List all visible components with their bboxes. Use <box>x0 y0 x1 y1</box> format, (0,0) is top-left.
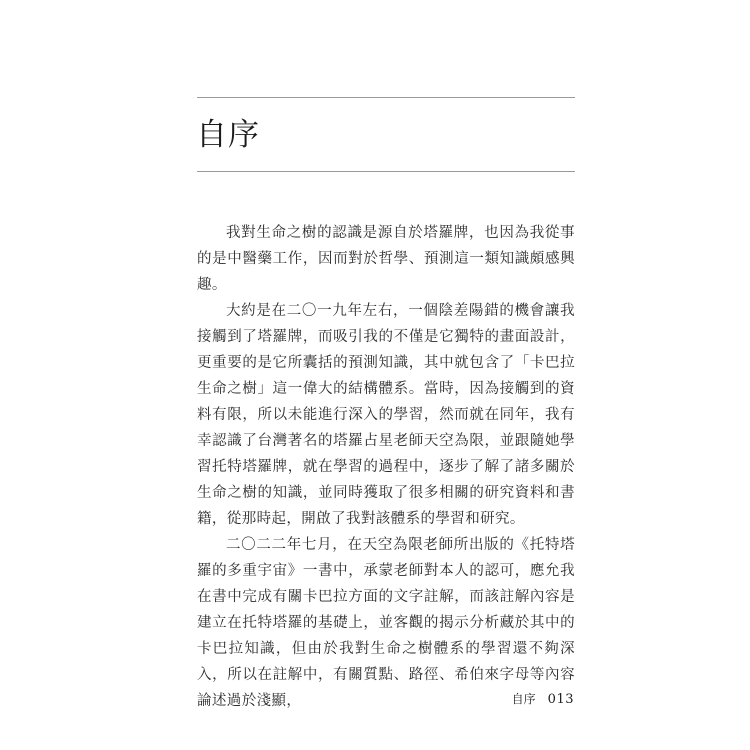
page-number: 013 <box>547 692 574 707</box>
paragraph-1: 我對生命之樹的認識是源自於塔羅牌，也因為我從事的是中醫藥工作，因而對於哲學、預測這一類知識頗感興趣。 <box>197 225 575 293</box>
paragraph-2: 大約是在二〇一九年左右，一個陰差陽錯的機會讓我接觸到了塔羅牌，而吸引我的不僅是它獨特的畫面設計，更重要的是它所囊括的預測知識，其中就包含了「卡巴拉生命之樹」這一偉大的結構體系。當時，因為接觸到的資料有限，所以未能進行深入的學習，然而就在同年，我有幸認識了台灣著名的塔羅占星老師天空為限，並跟隨她學習托特塔羅牌，就在學習的過程中，逐步了解了諸多關於生命之樹的知識，並同時獲取了很多相關的研究資料和書籍，從那時起，開啟了我對該體系的學習和研究。 <box>197 303 575 527</box>
page-footer <box>512 690 574 707</box>
bottom-divider <box>197 171 575 172</box>
chapter-title: 自序 <box>196 117 260 153</box>
running-head: 自序 <box>511 692 536 706</box>
top-divider <box>197 97 575 98</box>
paragraph-3: 二〇二二年七月，在天空為限老師所出版的《托特塔羅的多重宇宙》一書中，承蒙老師對本人的認可，應允我在書中完成有關卡巴拉方面的文字註解，而該註解內容是建立在托特塔羅的基礎上，並客觀的揭示分析藏於其中的卡巴拉知識，但由於我對生命之樹體系的學習還不夠深入，所以在註解中，有關質點、路徑、希伯來字母等內容論述過於淺顯， <box>197 537 575 709</box>
body-text <box>197 220 575 714</box>
